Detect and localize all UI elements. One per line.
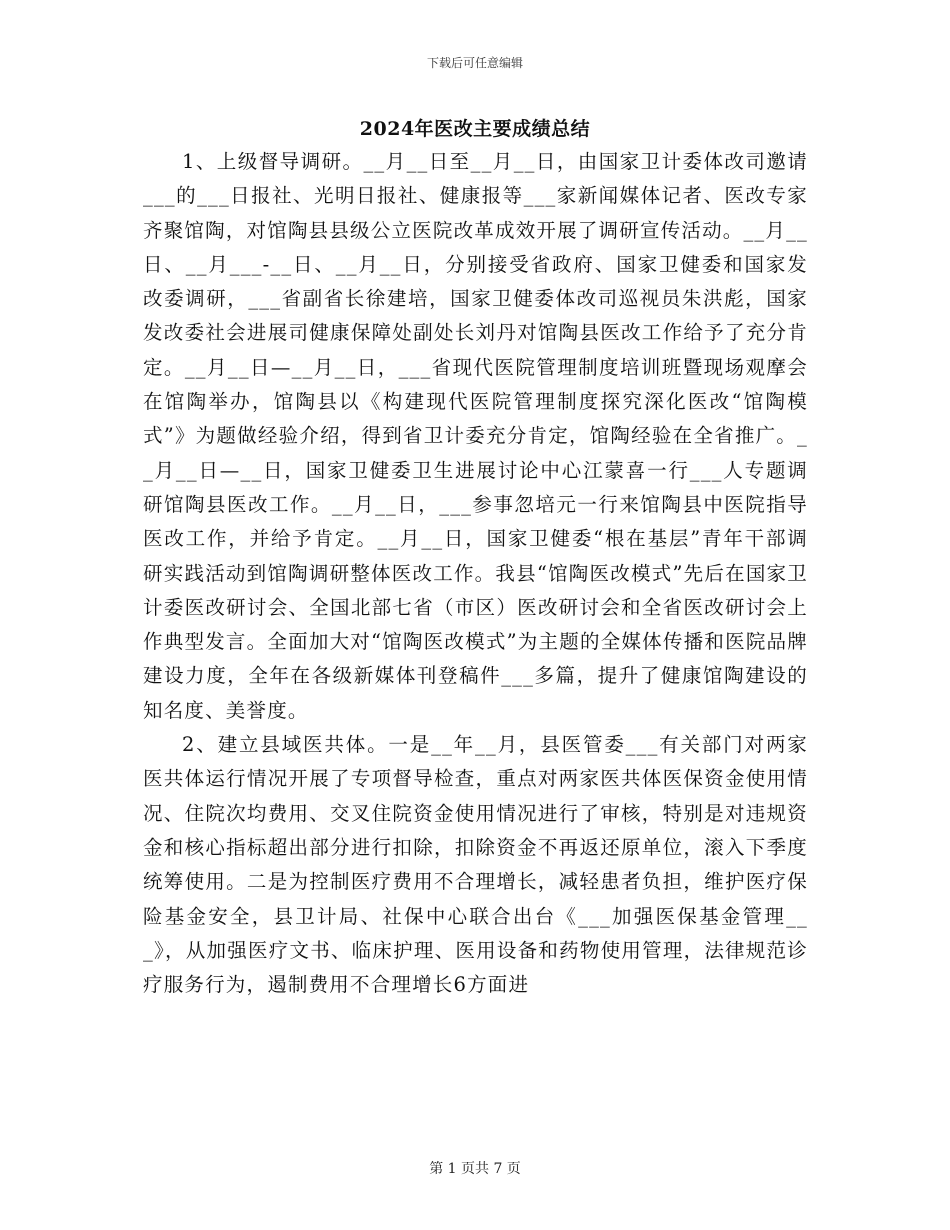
paragraph-supervision-research: 1、上级督导调研。__月__日至__月__日，由国家卫计委体改司邀请___的___日报社、光明日报社、健康报等___家新闻媒体记者、医改专家齐聚馆陶，对馆陶县县级公立医院改革成效开展了调研宣传活动。__月__日、__月___-__日、__月__日，分别接受省政府、国家卫健委和国家发改委调研，___省副省长徐建培，国家卫健委体改司巡视员朱洪彪，国家发改委社会进展司健康保障处副处长刘丹对馆陶县医改工作给予了充分肯定。__月__日—__月__日，___省现代医院管理制度培训班暨现场观摩会在馆陶举办，馆陶县以《构建现代医院管理制度探究深化医改“馆陶模式”》为题做经验介绍，得到省卫计委充分肯定，馆陶经验在全省推广。__月__日—__日，国家卫健委卫生进展讨论中心江蒙喜一行___人专题调研馆陶县医改工作。__月__日，___参事忽培元一行来馆陶县中医院指导医改工作，并给予肯定。__月__日，国家卫健委“根在基层”青年干部调研实践活动到馆陶调研整体医改工作。我县“馆陶医改模式”先后在国家卫计委医改研讨会、全国北部七省（市区）医改研讨会和全省医改研讨会上作典型发言。全面加大对“馆陶医改模式”为主题的全媒体传播和医院品牌建设力度，全年在各级新媒体刊登稿件___多篇，提升了健康馆陶建设的知名度、美誉度。 [143,150,808,722]
paragraph-county-medical-community: 2、建立县域医共体。一是__年__月，县医管委___有关部门对两家医共体运行情况开展了专项督导检查，重点对两家医共体医保资金使用情况、住院次均费用、交叉住院资金使用情况进行了审核，特别是对违规资金和核心指标超出部分进行扣除，扣除资金不再返还原单位，滚入下季度统筹使用。二是为控制医疗费用不合理增长，减轻患者负担，维护医疗保险基金安全，县卫计局、社保中心联合出台《___加强医保基金管理___》，从加强医疗文书、临床护理、医用设备和药物使用管理，法律规范诊疗服务行为，遏制费用不合理增长6方面进 [143,733,808,997]
page-number: 第 1 页共 7 页 [429,1161,521,1177]
document-body [143,145,808,1002]
document-title: 2024年医改主要成绩总结 [359,118,591,140]
page-header-note: 下载后可任意编辑 [426,56,523,70]
